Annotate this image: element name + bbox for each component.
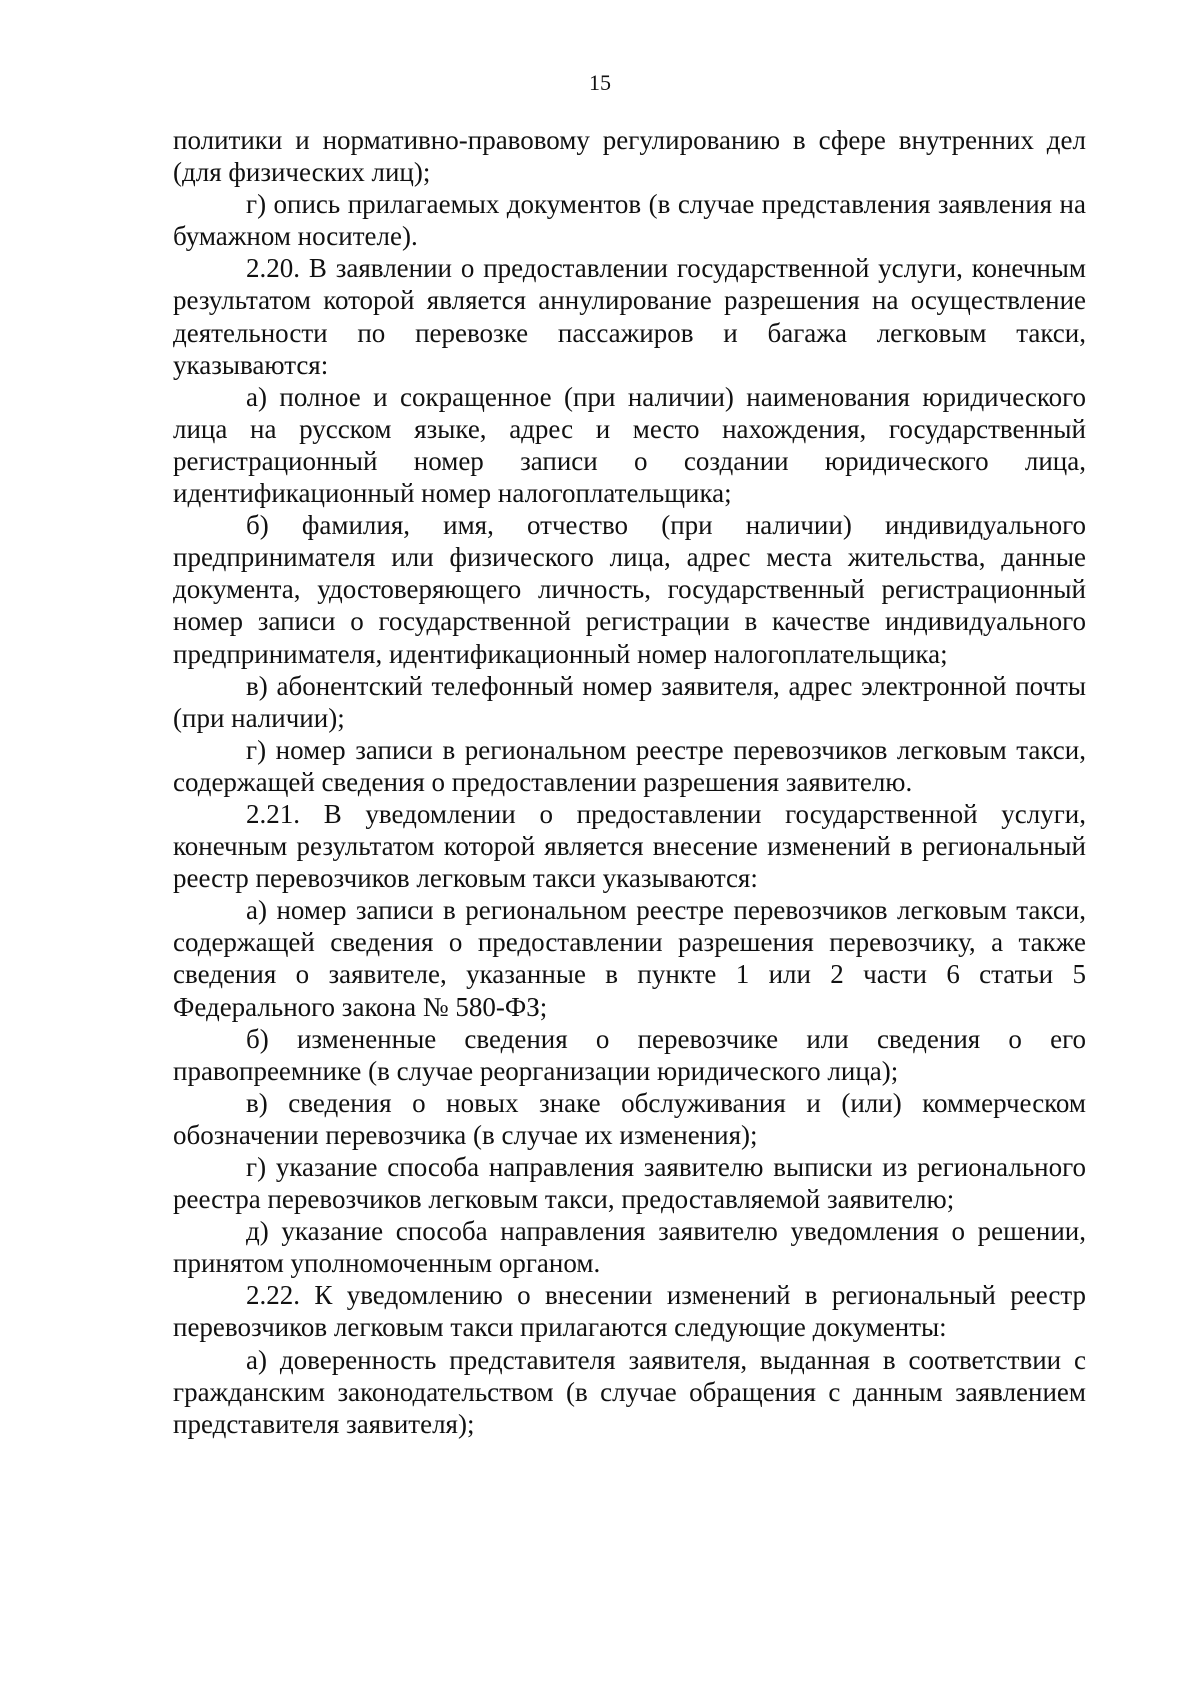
paragraph: б) фамилия, имя, отчество (при наличии) индивидуального предпринимателя или физического лица, адрес места жительства, данные документа, удостоверяющего личность, государственный регистрационный номер записи о государственной регистрации в качестве индивидуального предпринимателя, идентификационный номер налогоплательщика; bbox=[173, 510, 1086, 669]
paragraph: г) опись прилагаемых документов (в случае представления заявления на бумажном носителе). bbox=[173, 189, 1086, 252]
paragraph: г) указание способа направления заявителю выписки из регионального реестра перевозчиков легковым такси, предоставляемой заявителю; bbox=[173, 1152, 1086, 1215]
paragraph: г) номер записи в региональном реестре перевозчиков легковым такси, содержащей сведения о предоставлении разрешения заявителю. bbox=[173, 734, 1086, 797]
paragraph: в) сведения о новых знаке обслуживания и (или) коммерческом обозначении перевозчика (в случае их изменения); bbox=[173, 1087, 1086, 1150]
paragraph: б) измененные сведения о перевозчике или сведения о его правопреемнике (в случае реорганизации юридического лица); bbox=[173, 1023, 1086, 1086]
paragraph: 2.22. К уведомлению о внесении изменений в региональный реестр перевозчиков легковым такси прилагаются следующие документы: bbox=[173, 1280, 1086, 1343]
paragraph: а) номер записи в региональном реестре перевозчиков легковым такси, содержащей сведения о предоставлении разрешения перевозчику, а также сведения о заявителе, указанные в пункте 1 или 2 части 6 статьи 5 Федерального закона № 580-ФЗ; bbox=[173, 895, 1086, 1022]
paragraph: в) абонентский телефонный номер заявителя, адрес электронной почты (при наличии); bbox=[173, 670, 1086, 733]
paragraph: 2.21. В уведомлении о предоставлении государственной услуги, конечным результатом которой является внесение изменений в региональный реестр перевозчиков легковым такси указываются: bbox=[173, 798, 1086, 894]
paragraph: д) указание способа направления заявителю уведомления о решении, принятом уполномоченным органом. bbox=[173, 1216, 1086, 1279]
paragraph: 2.20. В заявлении о предоставлении государственной услуги, конечным результатом которой является аннулирование разрешения на осуществление деятельности по перевозке пассажиров и багажа легковым такси, указываются: bbox=[173, 253, 1086, 380]
paragraph: а) доверенность представителя заявителя, выданная в соответствии с гражданским законодательством (в случае обращения с данным заявлением представителя заявителя); bbox=[173, 1344, 1086, 1439]
document-body bbox=[173, 124, 1086, 1440]
paragraph: а) полное и сокращенное (при наличии) наименования юридического лица на русском языке, адрес и место нахождения, государственный регистрационный номер записи о создании юридического лица, идентификационный номер налогоплательщика; bbox=[173, 381, 1086, 509]
paragraph: политики и нормативно-правовому регулированию в сфере внутренних дел (для физических лиц); bbox=[173, 125, 1086, 188]
page-number: 15 bbox=[589, 70, 611, 95]
